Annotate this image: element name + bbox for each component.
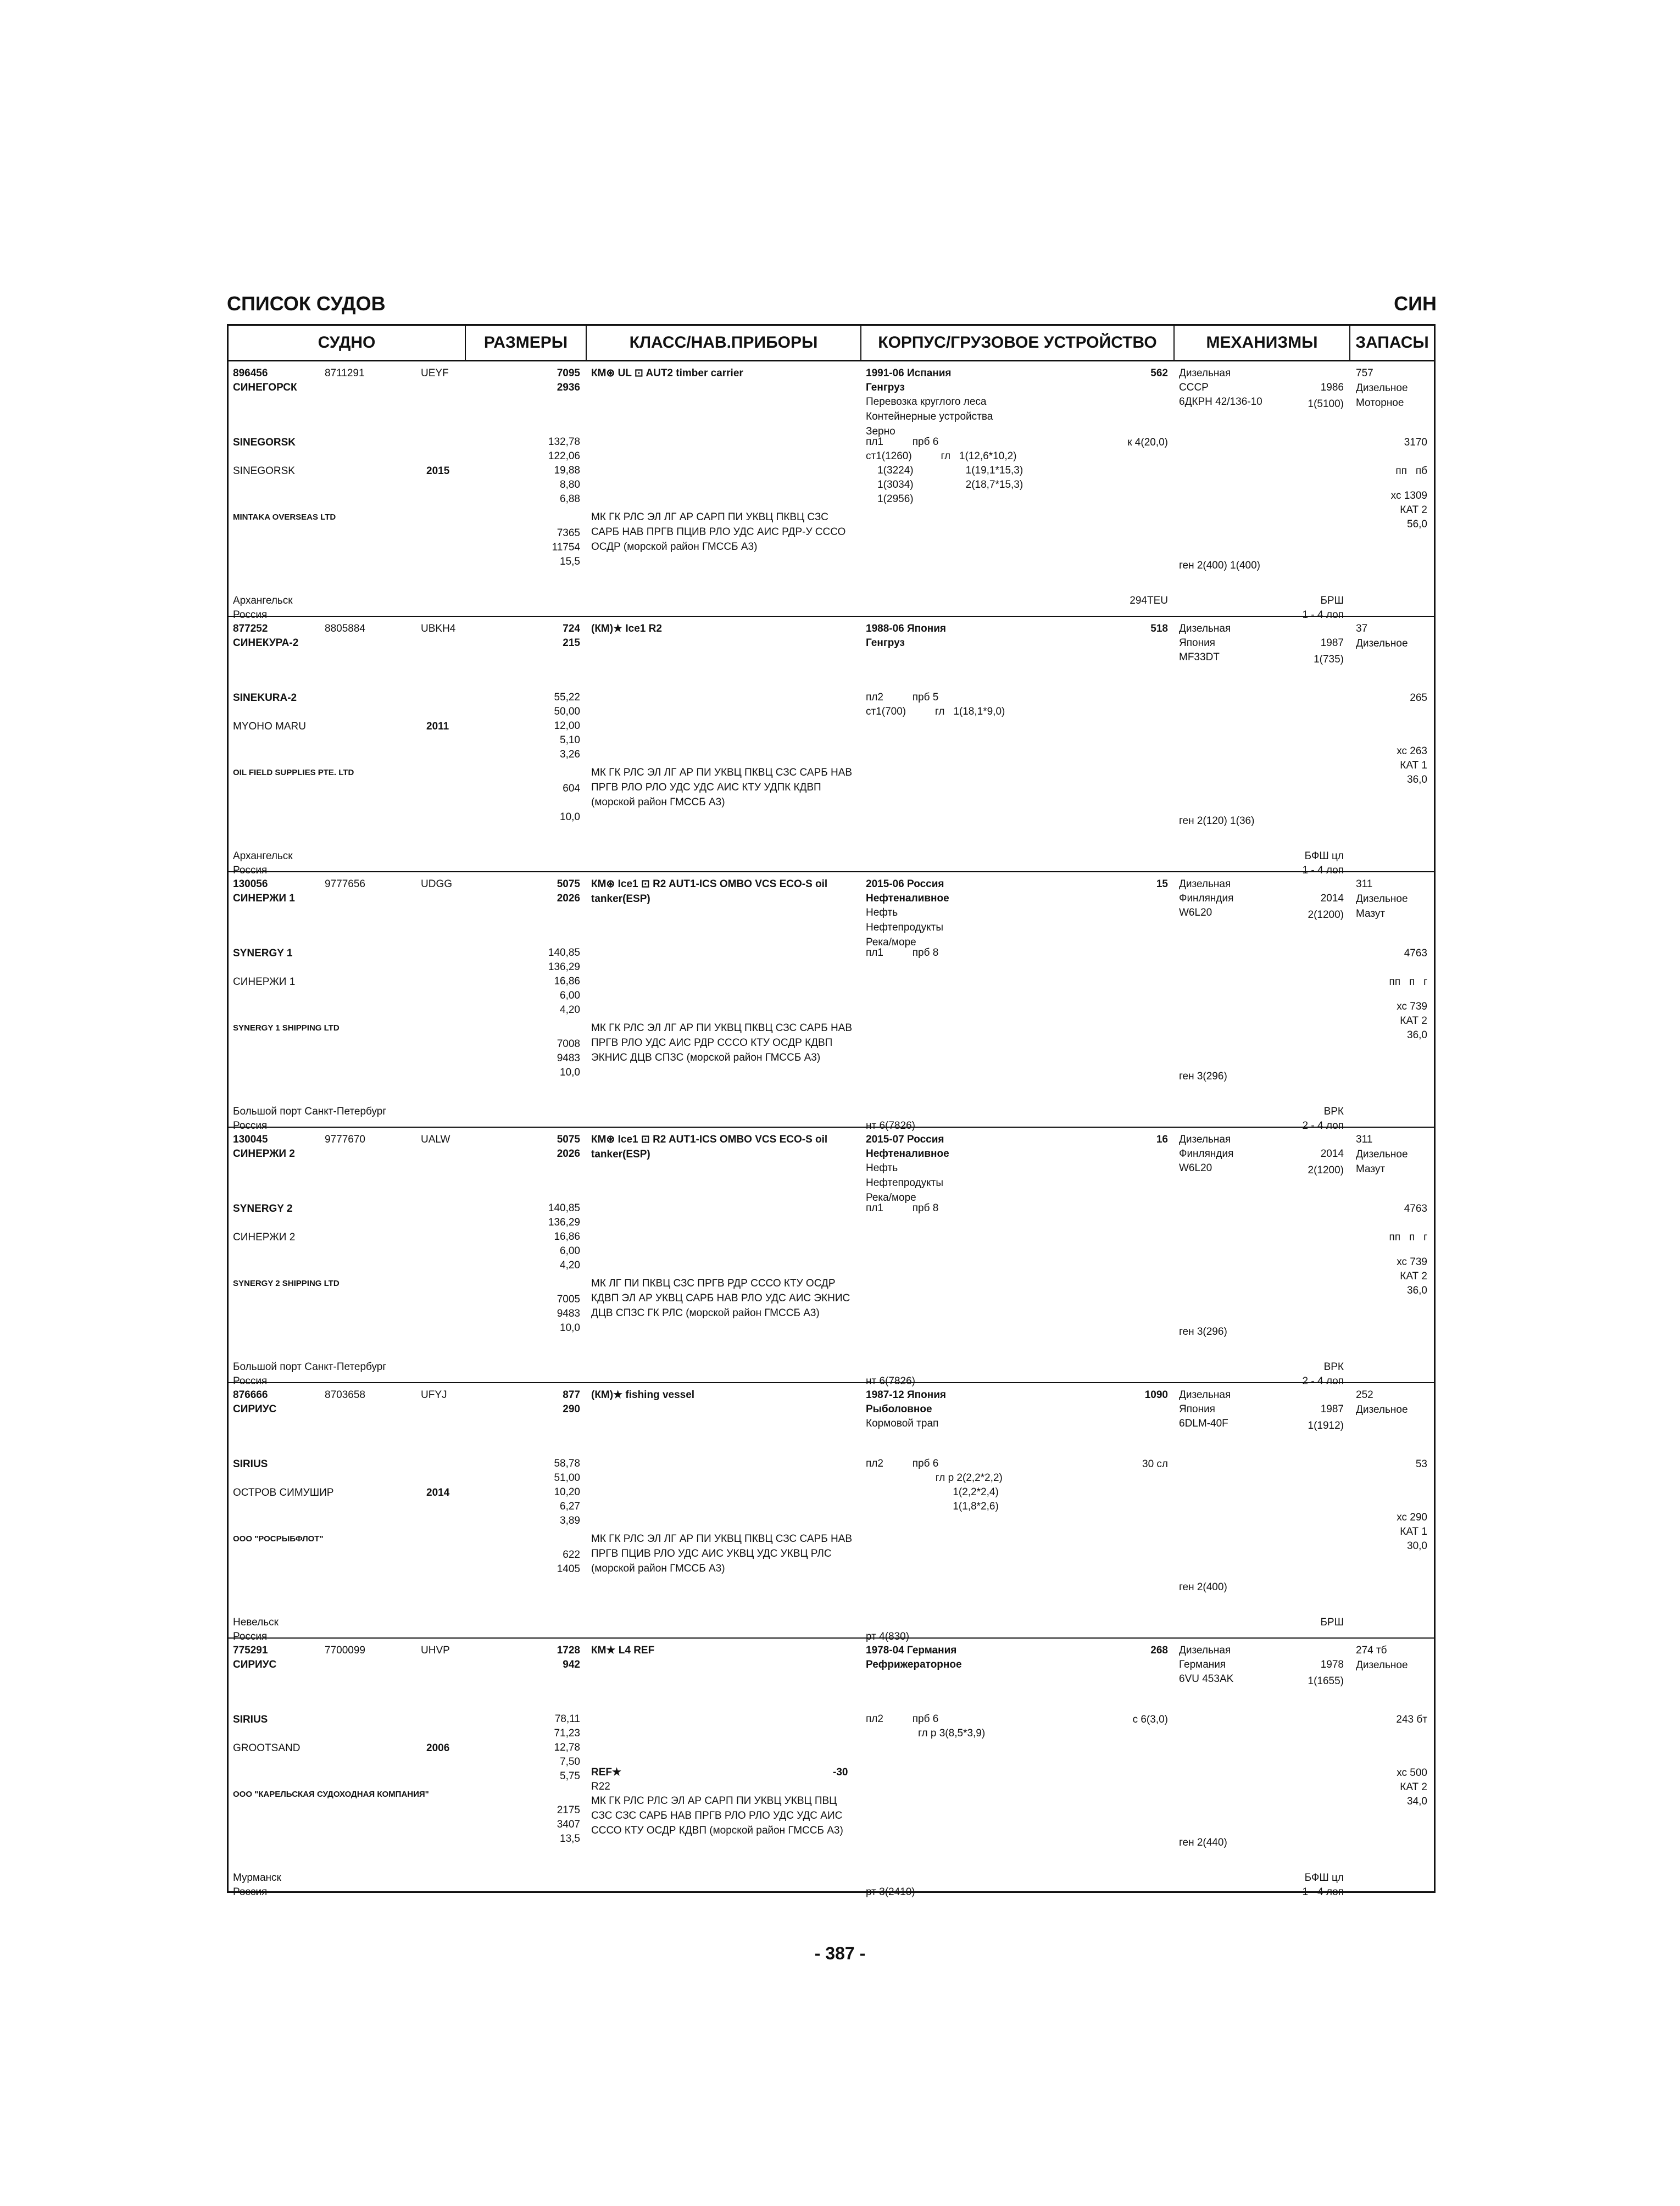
- vessel-type: Генгруз: [866, 637, 905, 649]
- supplies-fuel: 757 Дизельное Моторное: [1356, 367, 1408, 409]
- supplies-capacity: 243 бт: [1396, 1714, 1427, 1725]
- generators: ген 3(296): [1179, 1326, 1227, 1338]
- engine-type: Дизельная: [1179, 367, 1231, 379]
- engine-type: Дизельная: [1179, 1134, 1231, 1145]
- dimensions-list: 140,85 136,29 16,86 6,00 4,20: [548, 947, 580, 1016]
- call-sign: UEYF: [421, 367, 449, 379]
- nav-equipment: МК ГК РЛС РЛС ЭЛ АР САРП ПИ УКВЦ УКВЦ ПВЦ СЗС СЗС САРБ НАВ ПРГВ РЛО РЛО УДС УДС АИС СССО КТУ ОСДР КДВП (морской район ГМССБ А3): [591, 1795, 843, 1836]
- vessel-name-latin: SYNERGY 1: [233, 948, 293, 959]
- net-tonnage: 215: [563, 637, 580, 649]
- cargo-gear-extra: 30 сл: [1142, 1458, 1168, 1470]
- registry-number: 130056: [233, 878, 268, 890]
- vessel-record: [229, 1383, 1434, 1642]
- yard-number: 15: [1156, 878, 1168, 890]
- engine-model: MF33DT: [1179, 651, 1220, 663]
- call-sign: UHVP: [421, 1645, 450, 1656]
- tank-capacity: нт 6(7826): [866, 1375, 915, 1387]
- vessel-name-latin: SIRIUS: [233, 1714, 268, 1725]
- propeller-type: БФШ цл: [1304, 1872, 1344, 1884]
- page-number: - 387 -: [814, 1943, 866, 1963]
- home-port: Большой порт Санкт-Петербург: [233, 1106, 387, 1117]
- vessel-type: Генгруз: [866, 382, 905, 393]
- owner: ООО "РОСРЫБФЛОТ": [233, 1534, 324, 1544]
- cargo-gear: пл1 прб 8: [866, 1202, 939, 1214]
- net-tonnage: 290: [563, 1403, 580, 1415]
- cargo-gear-extra: с 6(3,0): [1132, 1714, 1168, 1725]
- registry-number: 877252: [233, 623, 268, 634]
- registry-number: 876666: [233, 1389, 268, 1401]
- deadweight-list: 7008 9483 10,0: [557, 1038, 580, 1078]
- dimensions-list: 140,85 136,29 16,86 6,00 4,20: [548, 1202, 580, 1271]
- nav-equipment: МК ГК РЛС ЭЛ ЛГ АР САРП ПИ УКВЦ ПКВЦ СЗС САРБ НАВ ПРГВ ПЦИВ РЛО УДС АИС РДР-У СССО ОСДР (морской район ГМССБ А3): [591, 511, 846, 553]
- engine-year: 1987: [1320, 637, 1344, 649]
- owner: OIL FIELD SUPPLIES PTE. LTD: [233, 768, 354, 777]
- call-sign: UFYJ: [421, 1389, 447, 1401]
- home-port: Архангельск: [233, 850, 293, 862]
- vessel-record: [229, 1128, 1434, 1387]
- propeller-type: БРШ: [1320, 1617, 1344, 1628]
- engine-type: Дизельная: [1179, 1389, 1231, 1401]
- owner: SYNERGY 2 SHIPPING LTD: [233, 1279, 340, 1288]
- nav-equipment: МК ГК РЛС ЭЛ ЛГ АР ПИ УКВЦ ПКВЦ СЗС САРБ НАВ ПРГВ РЛО РЛО УДС УДС АИС КТУ УДПК КДВП (морской район ГМССБ А3): [591, 767, 853, 808]
- engine-year: 2014: [1320, 893, 1344, 904]
- class-notation: КМ⊛ UL ⊡ AUT2 timber carrier: [591, 367, 743, 379]
- rename-year: 2011: [426, 721, 449, 732]
- yard-number: 518: [1150, 623, 1168, 634]
- supplies-fuel: 37 Дизельное: [1356, 623, 1408, 649]
- supplies-autonomy: хс 263 КАТ 1 36,0: [1397, 745, 1427, 786]
- vessel-table: [227, 324, 1436, 1898]
- vessel-record: [229, 617, 1434, 876]
- former-name: СИНЕРЖИ 1: [233, 976, 296, 988]
- hull-description: Нефть Нефтепродукты Река/море: [866, 907, 944, 948]
- supplies-capacity: 3170: [1404, 437, 1427, 448]
- ref-temperature: -30: [833, 1767, 848, 1778]
- build-date-country: 1978-04 Германия: [866, 1645, 957, 1656]
- engine-country: Финляндия: [1179, 893, 1234, 904]
- dimensions-list: 58,78 51,00 10,20 6,27 3,89: [554, 1458, 580, 1527]
- yard-number: 1090: [1144, 1389, 1168, 1401]
- imo-number: 9777670: [325, 1134, 365, 1145]
- supplies-autonomy: хс 290 КАТ 1 30,0: [1397, 1512, 1427, 1552]
- former-name: ОСТРОВ СИМУШИР: [233, 1487, 334, 1498]
- propeller-type: ВРК: [1323, 1106, 1344, 1117]
- cargo-gear: пл2 прб 6 гл р 2(2,2*2,2) 1(2,2*2,4) 1(1,8*2,6): [866, 1458, 1003, 1512]
- hull-description: Кормовой трап: [866, 1418, 939, 1429]
- tank-capacity: рт 3(2410): [866, 1886, 915, 1898]
- vessel-type: Рыболовное: [866, 1403, 932, 1415]
- owner: ООО "КАРЕЛЬСКАЯ СУДОХОДНАЯ КОМПАНИЯ": [233, 1790, 429, 1799]
- former-name: SINEGORSK: [233, 465, 295, 477]
- supplies-capacity: 265: [1410, 692, 1427, 704]
- cargo-gear: пл1 прб 6 ст1(1260) гл 1(12,6*10,2) 1(3224) 1(19,1*15,3) 1(3034) 2(18,7*15,3) 1(2956): [866, 436, 1023, 505]
- rename-year: 2006: [426, 1742, 450, 1754]
- net-tonnage: 2026: [557, 1148, 580, 1160]
- supplies-tanks: пп пб: [1395, 465, 1427, 477]
- propeller-blades: 1 - 4 лоп: [1302, 1886, 1344, 1898]
- call-sign: UALW: [421, 1134, 450, 1145]
- rename-year: 2015: [426, 465, 450, 477]
- engine-model: 6VU 453AK: [1179, 1673, 1234, 1685]
- col-header-machinery: МЕХАНИЗМЫ: [1206, 333, 1318, 352]
- owner: SYNERGY 1 SHIPPING LTD: [233, 1023, 340, 1033]
- col-header-class: КЛАСС/НАВ.ПРИБОРЫ: [629, 333, 818, 352]
- gross-tonnage: 877: [563, 1389, 580, 1401]
- flag-country: Россия: [233, 1886, 268, 1898]
- vessel-name: СИРИУС: [233, 1659, 277, 1670]
- engine-type: Дизельная: [1179, 878, 1231, 890]
- vessel-type: Рефрижераторное: [866, 1659, 962, 1670]
- hull-description: Нефть Нефтепродукты Река/море: [866, 1162, 944, 1204]
- vessel-name: СИНЕГОРСК: [233, 382, 297, 393]
- cargo-gear: пл2 прб 6 гл р 3(8,5*3,9): [866, 1713, 986, 1739]
- engine-model: 6DLM-40F: [1179, 1418, 1228, 1429]
- dimensions-list: 132,78 122,06 19,88 8,80 6,88: [548, 436, 580, 505]
- build-date-country: 1988-06 Япония: [866, 623, 946, 634]
- engine-country: Япония: [1179, 637, 1215, 649]
- net-tonnage: 2026: [557, 893, 580, 904]
- engine-type: Дизельная: [1179, 623, 1231, 634]
- gross-tonnage: 5075: [557, 1134, 580, 1145]
- registry-number: 775291: [233, 1645, 268, 1656]
- propeller-blades: 2 - 4 лоп: [1302, 1120, 1344, 1132]
- gross-tonnage: 5075: [557, 878, 580, 890]
- gross-tonnage: 7095: [557, 367, 580, 379]
- generators: ген 3(296): [1179, 1071, 1227, 1082]
- imo-number: 8703658: [325, 1389, 365, 1401]
- yard-number: 562: [1150, 367, 1168, 379]
- supplies-autonomy: хс 1309 КАТ 2 56,0: [1390, 490, 1427, 530]
- home-port: Мурманск: [233, 1872, 281, 1884]
- former-name: СИНЕРЖИ 2: [233, 1232, 296, 1243]
- flag-country: Россия: [233, 865, 268, 876]
- supplies-fuel: 274 тб Дизельное: [1356, 1645, 1408, 1671]
- col-header-supplies: ЗАПАСЫ: [1355, 333, 1429, 352]
- supplies-fuel: 252 Дизельное: [1356, 1389, 1408, 1416]
- propeller-blades: 1 - 4 лоп: [1302, 609, 1344, 621]
- generators: ген 2(440): [1179, 1837, 1227, 1848]
- engine-country: Германия: [1179, 1659, 1226, 1670]
- imo-number: 9777656: [325, 878, 365, 890]
- engine-year: 1987: [1320, 1403, 1344, 1415]
- build-date-country: 1987-12 Япония: [866, 1389, 946, 1401]
- engine-power: 2(1200): [1308, 909, 1344, 921]
- yard-number: 16: [1156, 1134, 1168, 1145]
- supplies-autonomy: хс 739 КАТ 2 36,0: [1397, 1001, 1427, 1041]
- vessel-name: СИНЕРЖИ 1: [233, 893, 295, 904]
- vessel-record: [229, 1639, 1434, 1898]
- deadweight-list: 604 10,0: [560, 783, 580, 823]
- ref-label: REF★: [591, 1767, 622, 1778]
- supplies-capacity: 4763: [1404, 1203, 1427, 1215]
- class-notation: КМ★ L4 REF: [591, 1645, 655, 1656]
- generators: ген 2(400) 1(400): [1179, 560, 1260, 571]
- generators: ген 2(400): [1179, 1581, 1227, 1593]
- flag-country: Россия: [233, 609, 268, 621]
- engine-power: 1(5100): [1308, 398, 1344, 410]
- class-notation: КМ⊛ Ice1 ⊡ R2 AUT1-ICS OMBO VCS ECO-S oil tanker(ESP): [591, 878, 828, 905]
- build-date-country: 2015-06 Россия: [866, 878, 944, 890]
- yard-number: 268: [1150, 1645, 1168, 1656]
- former-name: GROOTSAND: [233, 1742, 301, 1754]
- vessel-name: СИНЕРЖИ 2: [233, 1148, 295, 1160]
- home-port: Большой порт Санкт-Петербург: [233, 1361, 387, 1373]
- class-notation: (КМ)★ fishing vessel: [591, 1389, 695, 1401]
- engine-country: Финляндия: [1179, 1148, 1234, 1160]
- supplies-autonomy: хс 739 КАТ 2 36,0: [1397, 1256, 1427, 1296]
- engine-power: 1(1655): [1308, 1675, 1344, 1687]
- propeller-blades: 2 - 4 лоп: [1302, 1375, 1344, 1387]
- propeller-blades: 1 - 4 лоп: [1302, 865, 1344, 876]
- nav-equipment: МК ЛГ ПИ ПКВЦ СЗС ПРГВ РДР СССО КТУ ОСДР КДВП ЭЛ АР УКВЦ САРБ НАВ РЛО УДС АИС ЭКНИС ДЦВ СПЗС ГК РЛС (морской район ГМССБ А3): [591, 1278, 850, 1319]
- vessel-type: Нефтеналивное: [866, 893, 949, 904]
- propeller-type: БФШ цл: [1304, 850, 1344, 862]
- propeller-type: БРШ: [1320, 595, 1344, 606]
- vessel-name-latin: SINEKURA-2: [233, 692, 297, 704]
- vessel-type: Нефтеналивное: [866, 1148, 949, 1160]
- page-title: СПИСОК СУДОВ: [227, 292, 386, 315]
- section-letters: СИН: [1394, 292, 1437, 315]
- class-notation: (КМ)★ Ice1 R2: [591, 623, 662, 634]
- cargo-gear: пл2 прб 5 ст1(700) гл 1(18,1*9,0): [866, 692, 1005, 717]
- owner: MINTAKA OVERSEAS LTD: [233, 512, 336, 522]
- gross-tonnage: 724: [563, 623, 580, 634]
- tank-capacity: рт 4(830): [866, 1631, 910, 1642]
- vessel-name: СИНЕКУРА-2: [233, 637, 299, 649]
- cargo-gear: пл1 прб 8: [866, 947, 939, 959]
- flag-country: Россия: [233, 1631, 268, 1642]
- registry-number: 896456: [233, 367, 268, 379]
- nav-equipment: МК ГК РЛС ЭЛ ЛГ АР ПИ УКВЦ ПКВЦ СЗС САРБ НАВ ПРГВ ПЦИВ РЛО УДС АИС УКВЦ УДС УКВЦ РЛС (морской район ГМССБ А3): [591, 1533, 853, 1574]
- gross-tonnage: 1728: [557, 1645, 580, 1656]
- deadweight-list: 7365 11754 15,5: [552, 527, 580, 567]
- engine-country: СССР: [1179, 382, 1209, 393]
- flag-country: Россия: [233, 1120, 268, 1132]
- engine-year: 1986: [1320, 382, 1344, 393]
- home-port: Невельск: [233, 1617, 279, 1628]
- col-header-dimensions: РАЗМЕРЫ: [483, 333, 568, 352]
- propeller-type: ВРК: [1323, 1361, 1344, 1373]
- net-tonnage: 2936: [557, 382, 580, 393]
- teu-capacity: 294TEU: [1130, 595, 1168, 606]
- vessel-record: [229, 361, 1434, 621]
- net-tonnage: 942: [563, 1659, 580, 1670]
- engine-power: 1(735): [1314, 654, 1344, 665]
- rename-year: 2014: [426, 1487, 450, 1498]
- former-name: MYOHO MARU: [233, 721, 306, 732]
- supplies-fuel: 311 Дизельное Мазут: [1356, 1134, 1408, 1175]
- hull-description: Перевозка круглого леса Контейнерные устройства Зерно: [866, 396, 993, 437]
- supplies-capacity: 4763: [1404, 948, 1427, 959]
- ref-code: R22: [591, 1781, 610, 1792]
- engine-model: W6L20: [1179, 907, 1212, 918]
- build-date-country: 1991-06 Испания: [866, 367, 952, 379]
- vessel-name-latin: SINEGORSK: [233, 437, 296, 448]
- call-sign: UDGG: [421, 878, 452, 890]
- tank-capacity: нт 6(7826): [866, 1120, 915, 1132]
- call-sign: UBKH4: [421, 623, 456, 634]
- vessel-name: СИРИУС: [233, 1403, 277, 1415]
- supplies-autonomy: хс 500 КАТ 2 34,0: [1397, 1767, 1427, 1807]
- supplies-tanks: пп п г: [1389, 976, 1427, 988]
- vessel-record: [229, 872, 1434, 1132]
- deadweight-list: 622 1405: [557, 1549, 580, 1575]
- engine-country: Япония: [1179, 1403, 1215, 1415]
- col-header-vessel: СУДНО: [318, 333, 376, 352]
- supplies-tanks: пп п г: [1389, 1232, 1427, 1243]
- supplies-capacity: 53: [1415, 1458, 1427, 1470]
- deadweight-list: 7005 9483 10,0: [557, 1294, 580, 1334]
- deadweight-list: 2175 3407 13,5: [557, 1804, 580, 1845]
- imo-number: 7700099: [325, 1645, 365, 1656]
- generators: ген 2(120) 1(36): [1179, 815, 1255, 827]
- col-header-hull: КОРПУС/ГРУЗОВОЕ УСТРОЙСТВО: [878, 333, 1157, 352]
- table-header: [229, 326, 1434, 361]
- class-notation: КМ⊛ Ice1 ⊡ R2 AUT1-ICS OMBO VCS ECO-S oil tanker(ESP): [591, 1134, 828, 1160]
- imo-number: 8805884: [325, 623, 365, 634]
- engine-power: 1(1912): [1308, 1420, 1344, 1431]
- registry-number: 130045: [233, 1134, 268, 1145]
- engine-year: 1978: [1320, 1659, 1344, 1670]
- vessel-name-latin: SIRIUS: [233, 1458, 268, 1470]
- supplies-fuel: 311 Дизельное Мазут: [1356, 878, 1408, 920]
- cargo-gear-extra: к 4(20,0): [1127, 437, 1168, 448]
- vessel-name-latin: SYNERGY 2: [233, 1203, 293, 1215]
- dimensions-list: 55,22 50,00 12,00 5,10 3,26: [554, 692, 580, 760]
- engine-model: 6ДКРН 42/136-10: [1179, 396, 1262, 408]
- engine-model: W6L20: [1179, 1162, 1212, 1174]
- home-port: Архангельск: [233, 595, 293, 606]
- engine-power: 2(1200): [1308, 1165, 1344, 1176]
- build-date-country: 2015-07 Россия: [866, 1134, 944, 1145]
- engine-type: Дизельная: [1179, 1645, 1231, 1656]
- flag-country: Россия: [233, 1375, 268, 1387]
- dimensions-list: 78,11 71,23 12,78 7,50 5,75: [554, 1713, 580, 1782]
- engine-year: 2014: [1320, 1148, 1344, 1160]
- nav-equipment: МК ГК РЛС ЭЛ ЛГ АР ПИ УКВЦ ПКВЦ СЗС САРБ НАВ ПРГВ РЛО УДС АИС РДР СССО КТУ ОСДР КДВП ЭКНИС ДЦВ СПЗС (морской район ГМССБ А3): [591, 1022, 853, 1063]
- imo-number: 8711291: [325, 367, 365, 379]
